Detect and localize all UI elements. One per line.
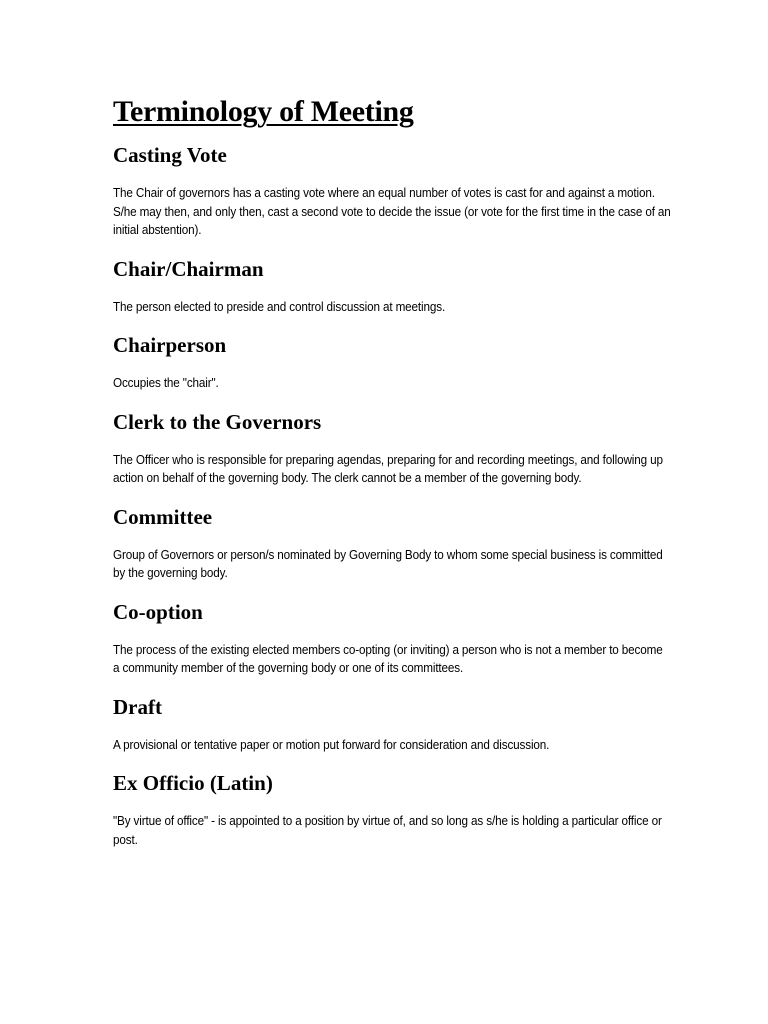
term-heading: Draft [113,694,162,719]
term-section-ex-officio [113,770,673,849]
term-section-clerk-to-the-governors [113,409,673,488]
term-heading: Committee [113,504,213,529]
term-heading: Chair/Chairman [113,256,264,281]
term-section-committee [113,504,673,583]
term-definition: The Chair of governors has a casting vote where an equal number of votes is cast for and against a motion. S/he may then, and only then, cast a second vote to decide the issue (or vote for the first time in the case of an initial abstention). [113,186,671,237]
term-heading: Ex Officio (Latin) [113,771,273,795]
term-definition: "By virtue of office" - is appointed to a position by virtue of, and so long as s/he is holding a particular office or post. [113,814,662,847]
term-section-draft [113,694,673,755]
term-heading: Chairperson [113,333,227,357]
term-definition: The person elected to preside and control discussion at meetings. [113,299,446,314]
term-section-co-option [113,599,673,678]
term-heading: Clerk to the Governors [113,409,322,434]
term-heading: Co-option [113,599,203,624]
term-definition: Group of Governors or person/s nominated by Governing Body to whom some special business is committed by the governing body. [113,547,663,580]
page-title: Terminology of Meeting [113,95,414,128]
term-definition: The Officer who is responsible for preparing agendas, preparing for and recording meetings, and following up action on behalf of the governing body. The clerk cannot be a member of the governing body. [113,452,663,485]
term-definition: The process of the existing elected members co-opting (or inviting) a person who is not a member to become a community member of the governing body or one of its committees. [113,642,663,675]
term-heading: Casting Vote [113,143,227,167]
term-definition: Occupies the "chair". [113,376,219,390]
document-page [113,94,673,865]
term-section-chair-chairman [113,256,673,317]
term-section-casting-vote [113,142,673,240]
term-definition: A provisional or tentative paper or motion put forward for consideration and discussion. [113,737,550,752]
term-section-chairperson [113,332,673,393]
